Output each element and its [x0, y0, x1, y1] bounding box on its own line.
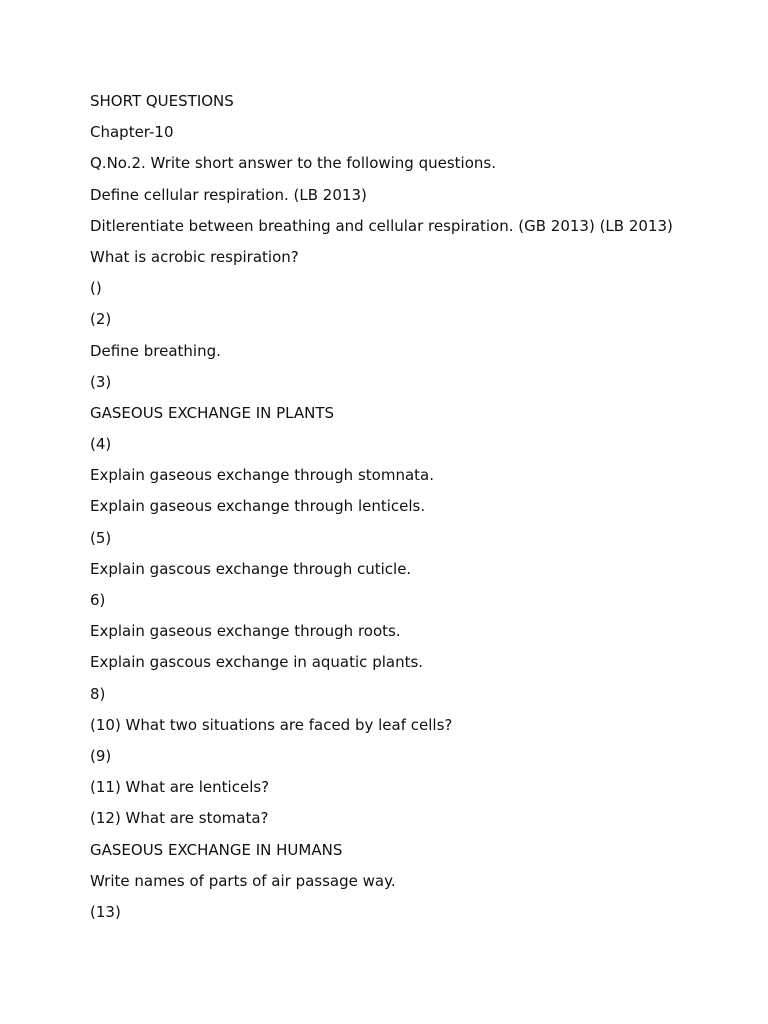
question-number: 8)	[90, 684, 106, 703]
question-line: Explain gascous exchange through cuticle.	[90, 559, 412, 578]
document-page	[90, 91, 740, 933]
question-line: Define breathing.	[90, 341, 221, 360]
section-heading: SHORT QUESTIONS	[90, 92, 234, 110]
question-number: ()	[90, 279, 102, 298]
question-line: What is acrobic respiration?	[90, 247, 299, 266]
question-number: (3)	[90, 372, 112, 391]
question-line: Explain gaseous exchange through roots.	[90, 622, 401, 641]
question-line: (12) What are stomata?	[90, 809, 269, 828]
question-line: Ditlerentiate between breathing and cellular respiration. (GB 2013) (LB 2013)	[90, 216, 673, 235]
question-line: Define cellular respiration. (LB 2013)	[90, 185, 367, 204]
question-line: Explain gaseous exchange through lenticels.	[90, 497, 426, 516]
question-number: (13)	[90, 902, 121, 921]
section-heading: GASEOUS EXCHANGE IN HUMANS	[90, 840, 343, 859]
section-heading: GASEOUS EXCHANGE IN PLANTS	[90, 403, 335, 422]
question-number: (4)	[90, 435, 112, 454]
question-line: (10) What two situations are faced by leaf cells?	[90, 715, 453, 734]
question-number: (9)	[90, 746, 112, 765]
chapter-label: Chapter-10	[90, 123, 174, 142]
question-instruction: Q.No.2. Write short answer to the following questions.	[90, 154, 496, 173]
question-number: 6)	[90, 591, 106, 609]
question-line: (11) What are lenticels?	[90, 778, 270, 797]
question-line: Explain gascous exchange in aquatic plants.	[90, 653, 424, 672]
question-number: (5)	[90, 528, 112, 547]
question-number: (2)	[90, 310, 112, 329]
question-line: Write names of parts of air passage way.	[90, 871, 396, 890]
question-line: Explain gaseous exchange through stomnata.	[90, 466, 434, 485]
